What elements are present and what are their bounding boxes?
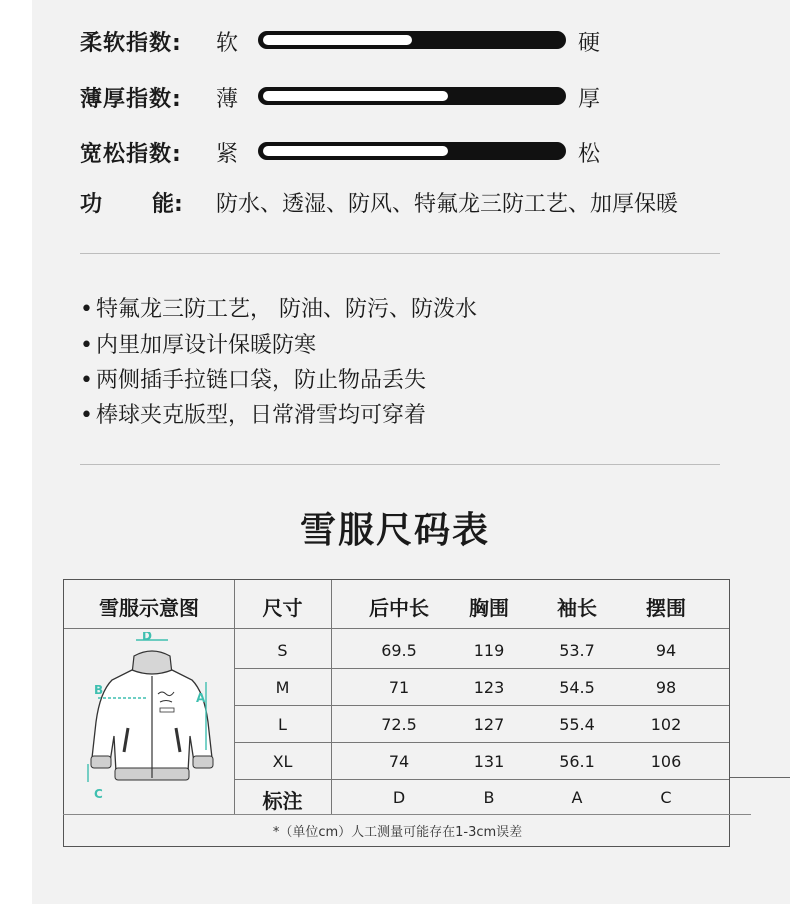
softness-right-label: 硬 — [578, 30, 601, 56]
divider-bottom — [80, 464, 720, 465]
value-cell: 74 — [388, 752, 410, 771]
stray-line — [730, 777, 790, 778]
thickness-bar-fill — [263, 91, 448, 101]
diagram-letter-a: A — [196, 691, 206, 705]
mark-cell: B — [483, 788, 495, 807]
sleeve-header: 袖长 — [557, 596, 597, 620]
divider-top — [80, 253, 720, 254]
value-cell: 98 — [655, 678, 677, 697]
size-header: 尺寸 — [262, 596, 303, 620]
value-cell: 72.5 — [381, 715, 417, 734]
measurement-note: *（单位cm）人工测量可能存在1-3cm误差 — [272, 825, 523, 840]
table-header-line — [64, 628, 729, 629]
value-cell: 119 — [473, 641, 505, 660]
size-chart-title: 雪服尺码表 — [299, 510, 490, 551]
fit-bar-fill — [263, 146, 448, 156]
value-cell: 123 — [473, 678, 505, 697]
softness-bar-fill — [263, 35, 412, 45]
thickness-left-label: 薄 — [216, 86, 239, 112]
softness-left-label: 软 — [216, 30, 239, 56]
size-cell: S — [277, 641, 288, 660]
mark-label: 标注 — [262, 789, 303, 813]
jacket-diagram — [82, 632, 222, 802]
value-cell: 127 — [473, 715, 505, 734]
value-cell: 106 — [650, 752, 682, 771]
back-length-header: 后中长 — [369, 596, 429, 620]
fit-bar — [258, 142, 566, 160]
fit-right-label: 松 — [578, 141, 601, 167]
feature-item: • 内里加厚设计保暖防寒 — [80, 333, 317, 358]
mark-cell: A — [571, 788, 583, 807]
mark-cell: C — [660, 788, 672, 807]
function-label: 功 能: — [80, 191, 183, 217]
diagram-letter-d: D — [142, 632, 152, 643]
table-row-line — [234, 668, 729, 669]
mark-cell: D — [392, 788, 406, 807]
diagram-header: 雪服示意图 — [99, 596, 199, 620]
feature-item: • 两侧插手拉链口袋，防止物品丢失 — [80, 368, 427, 393]
table-col-line — [331, 580, 332, 814]
thickness-label: 薄厚指数: — [80, 86, 182, 112]
diagram-letter-c: C — [94, 787, 103, 801]
softness-label: 柔软指数: — [80, 30, 182, 56]
fit-left-label: 紧 — [216, 141, 239, 167]
function-text: 防水、透湿、防风、特氟龙三防工艺、加厚保暖 — [216, 191, 679, 217]
diagram-letter-b: B — [94, 683, 104, 697]
feature-item: • 特氟龙三防工艺， 防油、防污、防泼水 — [80, 297, 477, 322]
softness-bar — [258, 31, 566, 49]
value-cell: 69.5 — [381, 641, 417, 660]
value-cell: 94 — [655, 641, 677, 660]
size-cell: XL — [272, 752, 293, 771]
value-cell: 71 — [388, 678, 410, 697]
thickness-bar — [258, 87, 566, 105]
table-row-line — [234, 779, 729, 780]
value-cell: 54.5 — [559, 678, 595, 697]
table-row-line — [234, 705, 729, 706]
size-table — [63, 579, 730, 847]
feature-item: • 棒球夹克版型，日常滑雪均可穿着 — [80, 403, 427, 428]
thickness-right-label: 厚 — [578, 86, 601, 112]
fit-label: 宽松指数: — [80, 141, 182, 167]
size-cell: M — [275, 678, 290, 697]
value-cell: 102 — [650, 715, 682, 734]
table-row-line — [234, 742, 729, 743]
stray-line — [63, 814, 751, 815]
value-cell: 53.7 — [559, 641, 595, 660]
value-cell: 55.4 — [559, 715, 595, 734]
size-cell: L — [278, 715, 287, 734]
value-cell: 56.1 — [559, 752, 595, 771]
value-cell: 131 — [473, 752, 505, 771]
chest-header: 胸围 — [469, 596, 509, 620]
hem-header: 摆围 — [646, 596, 686, 620]
